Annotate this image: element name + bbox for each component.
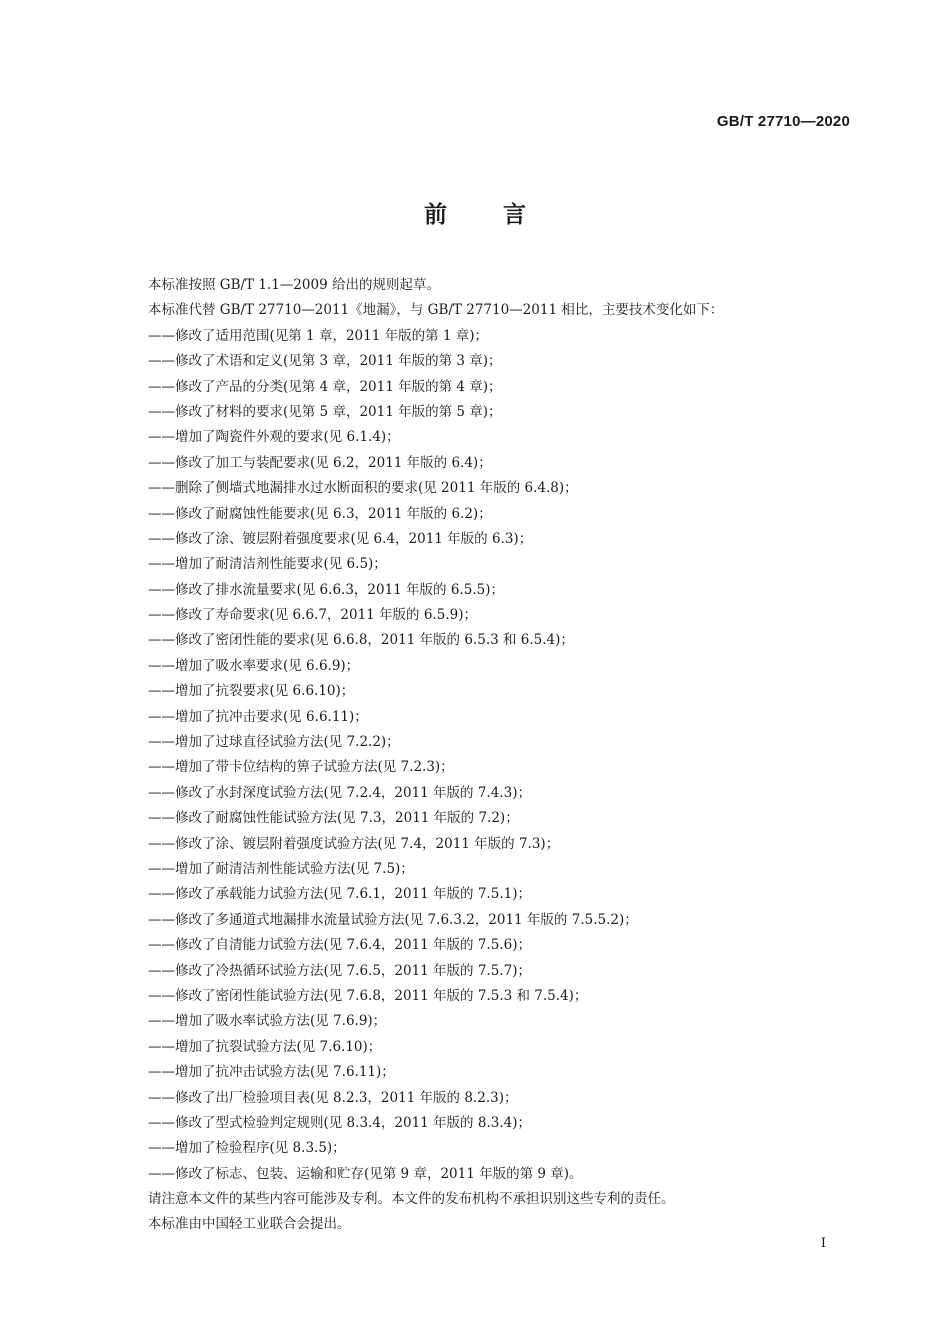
- change-list-item: ——修改了承载能力试验方法(见 7.6.1，2011 年版的 7.5.1)；: [148, 886, 531, 903]
- change-list-item: ——修改了材料的要求(见第 5 章，2011 年版的第 5 章)；: [148, 403, 502, 420]
- change-list-item: ——修改了密闭性能试验方法(见 7.6.8，2011 年版的 7.5.3 和 7.5.4)；: [148, 987, 588, 1004]
- page-number: I: [820, 1236, 826, 1251]
- change-list-item: ——修改了标志、包装、运输和贮存(见第 9 章，2011 年版的第 9 章)。: [148, 1165, 583, 1182]
- change-list-item: ——修改了型式检验判定规则(见 8.3.4，2011 年版的 8.3.4)；: [148, 1114, 531, 1131]
- change-list-item: ——增加了抗冲击试验方法(见 7.6.11)；: [148, 1064, 395, 1081]
- change-list-item: ——修改了水封深度试验方法(见 7.2.4，2011 年版的 7.4.3)；: [148, 784, 531, 801]
- standard-code: GB/T 27710—2020: [716, 113, 850, 130]
- change-list-item: ——修改了耐腐蚀性能要求(见 6.3，2011 年版的 6.2)；: [148, 505, 492, 522]
- change-list-item: ——删除了侧墙式地漏排水过水断面积的要求(见 2011 年版的 6.4.8)；: [148, 480, 578, 497]
- change-list-item: ——增加了吸水率要求(见 6.6.9)；: [148, 657, 360, 674]
- change-list-item: ——增加了带卡位结构的箅子试验方法(见 7.2.3)；: [148, 759, 454, 776]
- change-list-item: ——修改了寿命要求(见 6.6.7，2011 年版的 6.5.9)；: [148, 607, 477, 624]
- change-list-item: ——修改了密闭性能的要求(见 6.6.8，2011 年版的 6.5.3 和 6.5.4)；: [148, 632, 574, 649]
- paragraph: 本标准由中国轻工业联合会提出。: [148, 1216, 351, 1233]
- change-list-item: ——修改了冷热循环试验方法(见 7.6.5，2011 年版的 7.5.7)；: [148, 962, 531, 979]
- change-list-item: ——修改了排水流量要求(见 6.6.3，2011 年版的 6.5.5)；: [148, 581, 504, 598]
- change-list-item: ——增加了检验程序(见 8.3.5)；: [148, 1140, 346, 1157]
- change-list-item: ——修改了涂、镀层附着强度试验方法(见 7.4，2011 年版的 7.3)；: [148, 835, 560, 852]
- change-list-item: ——修改了涂、镀层附着强度要求(见 6.4，2011 年版的 6.3)；: [148, 530, 533, 547]
- change-list-item: ——增加了耐清洁剂性能试验方法(见 7.5)；: [148, 860, 414, 877]
- paragraph: 本标准代替 GB/T 27710—2011《地漏》，与 GB/T 27710—2011 相比，主要技术变化如下：: [148, 302, 724, 319]
- change-list-item: ——修改了加工与装配要求(见 6.2，2011 年版的 6.4)；: [148, 454, 492, 471]
- document-body: [148, 273, 848, 1238]
- paragraph: 本标准按照 GB/T 1.1—2009 给出的规则起草。: [148, 277, 440, 293]
- change-list-item: ——修改了产品的分类(见第 4 章，2011 年版的第 4 章)；: [148, 378, 502, 395]
- paragraph: 请注意本文件的某些内容可能涉及专利。本文件的发布机构不承担识别这些专利的责任。: [148, 1191, 675, 1208]
- change-list-item: ——增加了抗裂试验方法(见 7.6.10)；: [148, 1038, 382, 1055]
- change-list-item: ——增加了抗裂要求(见 6.6.10)；: [148, 683, 355, 700]
- change-list-item: ——修改了耐腐蚀性能试验方法(见 7.3，2011 年版的 7.2)；: [148, 810, 519, 827]
- change-list-item: ——修改了适用范围(见第 1 章，2011 年版的第 1 章)；: [148, 327, 489, 344]
- change-list-item: ——增加了吸水率试验方法(见 7.6.9)；: [148, 1013, 387, 1030]
- change-list-item: ——修改了自清能力试验方法(见 7.6.4，2011 年版的 7.5.6)；: [148, 937, 531, 954]
- change-list-item: ——修改了术语和定义(见第 3 章，2011 年版的第 3 章)；: [148, 353, 502, 370]
- change-list-item: ——修改了多通道式地漏排水流量试验方法(见 7.6.3.2，2011 年版的 7.5.5.2)；: [148, 911, 638, 928]
- change-list-item: ——增加了陶瓷件外观的要求(见 6.1.4)；: [148, 429, 400, 446]
- change-list-item: ——增加了耐清洁剂性能要求(见 6.5)；: [148, 556, 387, 573]
- change-list-item: ——修改了出厂检验项目表(见 8.2.3，2011 年版的 8.2.3)；: [148, 1089, 518, 1106]
- change-list-item: ——增加了过球直径试验方法(见 7.2.2)；: [148, 734, 400, 751]
- page-title: 前言: [424, 202, 582, 228]
- change-list-item: ——增加了抗冲击要求(见 6.6.11)；: [148, 708, 368, 725]
